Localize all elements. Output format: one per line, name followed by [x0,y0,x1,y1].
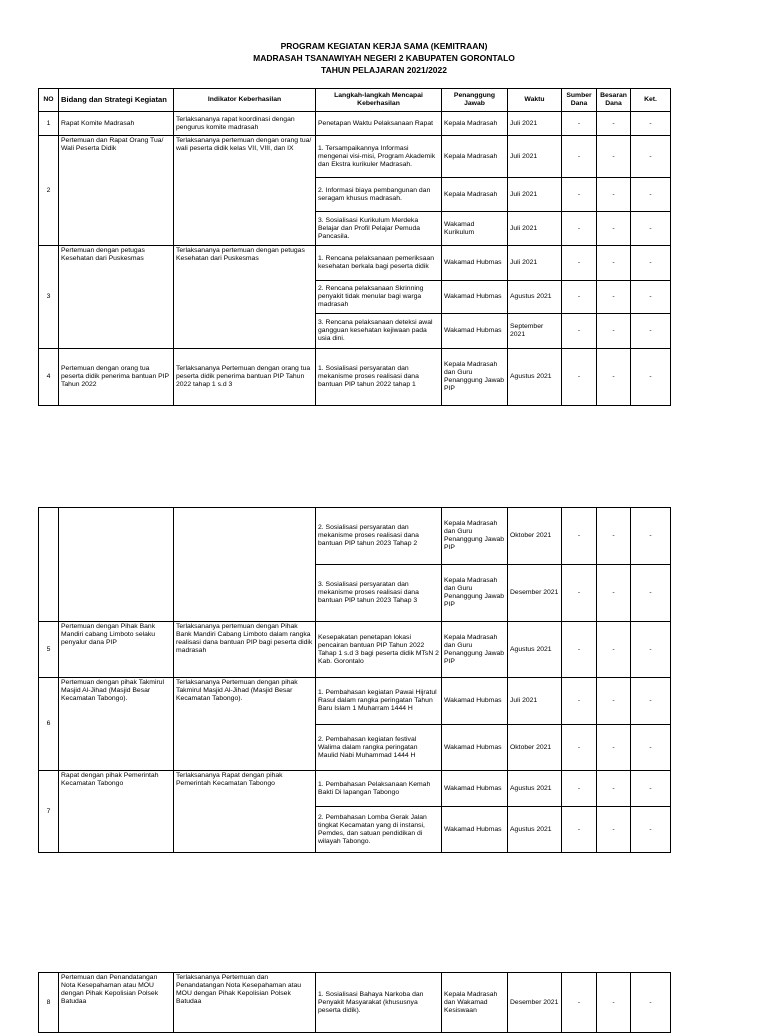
row-number: 6 [39,678,59,771]
row-number: 5 [39,622,59,678]
waktu-cell: Juli 2021 [508,212,562,246]
ket-cell: - [631,973,671,1033]
ket-cell: - [631,112,671,136]
besaran-dana-cell: - [597,973,631,1033]
ket-cell: - [631,314,671,349]
sumber-dana-cell: - [562,246,597,281]
sumber-dana-cell: - [562,973,597,1033]
penanggung-jawab-cell: Wakamad Hubmas [442,281,508,314]
penanggung-jawab-cell: Kepala Madrasah dan Guru Penanggung Jawab PIP [442,565,508,622]
besaran-dana-cell: - [597,508,631,565]
ket-cell: - [631,725,671,771]
waktu-cell: Juli 2021 [508,246,562,281]
col-header-waktu: Waktu [508,89,562,112]
table-row [39,349,671,406]
col-header-no: NO [39,89,59,112]
besaran-dana-cell: - [597,112,631,136]
langkah-cell: 3. Sosialisasi persyaratan dan mekanisme proses realisasi dana bantuan PIP tahun 2023 Tahap 3 [316,565,442,622]
sumber-dana-cell: - [562,565,597,622]
table-header-row [39,89,671,112]
table-row [39,678,671,725]
col-header-langkah: Langkah-langkah Mencapai Keberhasilan [316,89,442,112]
penanggung-jawab-cell: Wakamad Hubmas [442,807,508,853]
sumber-dana-cell: - [562,807,597,853]
langkah-cell: 1. Pembahasan kegiatan Pawai Hijratul Rasul dalam rangka peringatan Tahun Baru Islam 1 Muharram 1444 H [316,678,442,725]
langkah-cell: 1. Sosialisasi Bahaya Narkoba dan Penyakit Masyarakat (khususnya peserta didik). [316,973,442,1033]
waktu-cell: Juli 2021 [508,112,562,136]
sumber-dana-cell: - [562,178,597,212]
document-title: PROGRAM KEGIATAN KERJA SAMA (KEMITRAAN) [280,41,488,51]
waktu-cell: September 2021 [508,314,562,349]
penanggung-jawab-cell: Wakamad Hubmas [442,246,508,281]
besaran-dana-cell: - [597,807,631,853]
sumber-dana-cell: - [562,212,597,246]
bidang-cell: Pertemuan dengan orang tua peserta didik penerima bantuan PIP Tahun 2022 [59,349,174,406]
besaran-dana-cell: - [597,178,631,212]
row-number: 7 [39,771,59,853]
sumber-dana-cell: - [562,725,597,771]
besaran-dana-cell: - [597,565,631,622]
penanggung-jawab-cell: Wakamad Kurikulum [442,212,508,246]
besaran-dana-cell: - [597,246,631,281]
langkah-cell: 2. Informasi biaya pembangunan dan seragam khusus madrasah. [316,178,442,212]
penanggung-jawab-cell: Kepala Madrasah dan Guru Penanggung Jawab PIP [442,508,508,565]
ket-cell: - [631,678,671,725]
indikator-cell: Terlaksananya pertemuan dengan Pihak Bank Mandiri Cabang Limboto dalam rangka realisasi dana bantuan PIP bagi peserta didik madrasah [174,622,316,678]
row-number-empty [39,508,59,622]
langkah-cell: 1. Rencana pelaksanaan pemeriksaan kesehatan berkala bagi peserta didik [316,246,442,281]
langkah-cell: 2. Pembahasan kegiatan festival Walima dalam rangka peringatan Maulid Nabi Muhammad 1444 H [316,725,442,771]
ket-cell: - [631,807,671,853]
besaran-dana-cell: - [597,771,631,807]
penanggung-jawab-cell: Kepala Madrasah [442,112,508,136]
waktu-cell: Agustus 2021 [508,807,562,853]
penanggung-jawab-cell: Kepala Madrasah dan Wakamad Kesiswaan [442,973,508,1033]
ket-cell: - [631,246,671,281]
penanggung-jawab-cell: Kepala Madrasah dan Guru Penanggung Jawab PIP [442,349,508,406]
bidang-cell-empty [59,508,174,622]
indikator-cell: Terlaksananya Rapat dengan pihak Pemerintah Kecamatan Tabongo [174,771,316,853]
table-row [39,246,671,281]
sumber-dana-cell: - [562,508,597,565]
bidang-cell: Rapat dengan pihak Pemerintah Kecamatan Tabongo [59,771,174,853]
indikator-cell: Terlaksananya Pertemuan dengan pihak Takmirul Masjid Al-Jihad (Masjid Besar Kecamatan Tabongo). [174,678,316,771]
ket-cell: - [631,281,671,314]
ket-cell: - [631,565,671,622]
indikator-cell: Terlaksananya Pertemuan dengan orang tua peserta didik penerima bantuan PIP Tahun 2022 tahap 1 s.d 3 [174,349,316,406]
program-table-part-1 [38,88,671,406]
besaran-dana-cell: - [597,349,631,406]
institution-name: MADRASAH TSANAWIYAH NEGERI 2 KABUPATEN GORONTALO [253,53,515,63]
besaran-dana-cell: - [597,281,631,314]
besaran-dana-cell: - [597,725,631,771]
indikator-cell: Terlaksananya rapat koordinasi dengan pengurus komite madrasah [174,112,316,136]
besaran-dana-cell: - [597,212,631,246]
sumber-dana-cell: - [562,314,597,349]
waktu-cell: Juli 2021 [508,136,562,178]
row-number: 4 [39,349,59,406]
table-row [39,771,671,807]
academic-year: TAHUN PELAJARAN 2021/2022 [321,65,447,75]
langkah-cell: 1. Tersampaikannya Informasi mengenai visi-misi, Program Akademik dan Ekstra kurikuler Madrasah. [316,136,442,178]
waktu-cell: Desember 2021 [508,973,562,1033]
penanggung-jawab-cell: Wakamad Hubmas [442,725,508,771]
table-row [39,622,671,678]
langkah-cell: 2. Sosialisasi persyaratan dan mekanisme proses realisasi dana bantuan PIP tahun 2023 Tahap 2 [316,508,442,565]
col-header-penanggung-jawab: Penanggung Jawab [442,89,508,112]
ket-cell: - [631,622,671,678]
program-table-part-2 [38,507,671,853]
bidang-cell: Pertemuan dengan pihak Takmirul Masjid Al-Jihad (Masjid Besar Kecamatan Tabongo). [59,678,174,771]
penanggung-jawab-cell: Wakamad Hubmas [442,678,508,725]
bidang-cell: Rapat Komite Madrasah [59,112,174,136]
waktu-cell: Agustus 2021 [508,622,562,678]
bidang-cell: Pertemuan dengan petugas Kesehatan dari Puskesmas [59,246,174,349]
besaran-dana-cell: - [597,622,631,678]
langkah-cell: 2. Rencana pelaksanaan Skrinning penyakit tidak menular bagi warga madrasah [316,281,442,314]
waktu-cell: Oktober 2021 [508,725,562,771]
sumber-dana-cell: - [562,281,597,314]
sumber-dana-cell: - [562,112,597,136]
col-header-indikator: Indikator Keberhasilan [174,89,316,112]
sumber-dana-cell: - [562,622,597,678]
ket-cell: - [631,508,671,565]
penanggung-jawab-cell: Wakamad Hubmas [442,314,508,349]
bidang-cell: Pertemuan dan Rapat Orang Tua/ Wali Peserta Didik [59,136,174,246]
table-row [39,508,671,565]
besaran-dana-cell: - [597,136,631,178]
col-header-ket: Ket. [631,89,671,112]
penanggung-jawab-cell: Kepala Madrasah [442,136,508,178]
table-row [39,112,671,136]
langkah-cell: 1. Pembahasan Pelaksanaan Kemah Bakti Di lapangan Tabongo [316,771,442,807]
row-number: 3 [39,246,59,349]
indikator-cell: Terlaksananya pertemuan dengan orang tua/ wali peserta didik kelas VII, VIII, dan IX [174,136,316,246]
bidang-cell: Pertemuan dan Penandatangan Nota Kesepahaman atau MOU dengan Pihak Kepolisian Polsek Batudaa [59,973,174,1033]
sumber-dana-cell: - [562,771,597,807]
bidang-cell: Pertemuan dengan Pihak Bank Mandiri cabang Limboto selaku penyalur dana PIP [59,622,174,678]
ket-cell: - [631,212,671,246]
row-number: 2 [39,136,59,246]
langkah-cell: Kesepakatan penetapan lokasi pencairan bantuan PIP Tahun 2022 Tahap 1 s.d 3 bagi peserta didik MTsN 2 Kab. Gorontalo [316,622,442,678]
sumber-dana-cell: - [562,678,597,725]
ket-cell: - [631,136,671,178]
waktu-cell: Juli 2021 [508,678,562,725]
waktu-cell: Agustus 2021 [508,349,562,406]
waktu-cell: Agustus 2021 [508,281,562,314]
indikator-cell: Terlaksananya Pertemuan dan Penandatangan Nota Kesepahaman atau MOU dengan Pihak Kepolisian Polsek Batudaa [174,973,316,1033]
indikator-cell-empty [174,508,316,622]
penanggung-jawab-cell: Kepala Madrasah [442,178,508,212]
sumber-dana-cell: - [562,349,597,406]
row-number: 1 [39,112,59,136]
indikator-cell: Terlaksananya pertemuan dengan petugas Kesehatan dari Puskesmas [174,246,316,349]
col-header-besaran-dana: Besaran Dana [597,89,631,112]
ket-cell: - [631,771,671,807]
ket-cell: - [631,178,671,212]
waktu-cell: Oktober 2021 [508,508,562,565]
row-number: 8 [39,973,59,1033]
sumber-dana-cell: - [562,136,597,178]
ket-cell: - [631,349,671,406]
langkah-cell: 2. Pembahasan Lomba Gerak Jalan tingkat Kecamatan yang di instansi, Pemdes, dan satuan pendidikan di wilayah Tabongo. [316,807,442,853]
waktu-cell: Juli 2021 [508,178,562,212]
waktu-cell: Desember 2021 [508,565,562,622]
penanggung-jawab-cell: Wakamad Hubmas [442,771,508,807]
col-header-bidang: Bidang dan Strategi Kegiatan [59,89,174,112]
besaran-dana-cell: - [597,678,631,725]
waktu-cell: Agustus 2021 [508,771,562,807]
langkah-cell: 1. Sosialisasi persyaratan dan mekanisme proses realisasi dana bantuan PIP tahun 2022 tahap 1 [316,349,442,406]
besaran-dana-cell: - [597,314,631,349]
table-row [39,136,671,178]
penanggung-jawab-cell: Kepala Madrasah dan Guru Penanggung Jawab PIP [442,622,508,678]
langkah-cell: Penetapan Waktu Pelaksanaan Rapat [316,112,442,136]
langkah-cell: 3. Sosialisasi Kurikulum Merdeka Belajar dan Profil Pelajar Pemuda Pancasila. [316,212,442,246]
langkah-cell: 3. Rencana pelaksanaan deteksi awal gangguan kesehatan kejiwaan pada usia dini. [316,314,442,349]
col-header-sumber-dana: Sumber Dana [562,89,597,112]
